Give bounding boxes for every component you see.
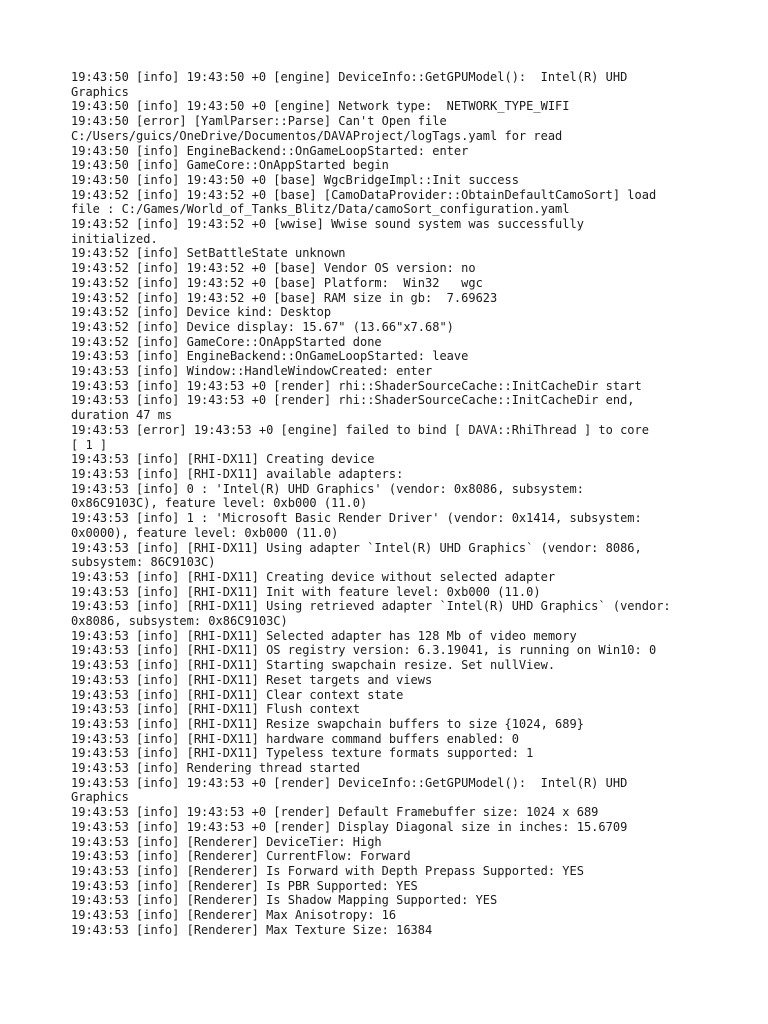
log-line: 19:43:53 [info] [RHI-DX11] OS registry version: 6.3.19041, is running on Win10: 0 bbox=[71, 643, 657, 658]
log-line: 19:43:53 [info] 19:43:53 +0 [render] Default Framebuffer size: 1024 x 689 bbox=[71, 805, 599, 820]
log-line: 19:43:52 [info] GameCore::OnAppStarted done bbox=[71, 334, 382, 349]
log-line: 19:43:53 [info] [RHI-DX11] Clear context state bbox=[71, 687, 404, 702]
log-line: [ 1 ] bbox=[71, 437, 108, 452]
log-line: 19:43:53 [info] [RHI-DX11] Typeless texture formats supported: 1 bbox=[71, 746, 534, 761]
log-line: 19:43:53 [info] Rendering thread started bbox=[71, 761, 360, 776]
log-line: 19:43:53 [info] Window::HandleWindowCreated: enter bbox=[71, 364, 433, 379]
log-line: 19:43:50 [info] 19:43:50 +0 [base] WgcBridgeImpl::Init success bbox=[71, 172, 519, 187]
log-line: 0x8086, subsystem: 0x86C9103C) bbox=[71, 614, 288, 629]
log-line: 19:43:53 [info] [RHI-DX11] Selected adapter has 128 Mb of video memory bbox=[71, 628, 577, 643]
log-line: 19:43:53 [info] [RHI-DX11] Starting swapchain resize. Set nullView. bbox=[71, 658, 556, 673]
log-line: 19:43:53 [info] 19:43:53 +0 [render] DeviceInfo::GetGPUModel(): Intel(R) UHD bbox=[71, 775, 628, 790]
log-line: 19:43:53 [error] 19:43:53 +0 [engine] failed to bind [ DAVA::RhiThread ] to core bbox=[71, 422, 649, 437]
log-line: 19:43:50 [info] EngineBackend::OnGameLoopStarted: enter bbox=[71, 143, 469, 158]
log-line: 19:43:52 [info] 19:43:52 +0 [wwise] Wwise sound system was successfully bbox=[71, 217, 584, 232]
log-line: 19:43:53 [info] [RHI-DX11] Flush context bbox=[71, 702, 360, 717]
log-line: initialized. bbox=[71, 231, 158, 246]
log-line: 19:43:53 [info] [Renderer] Max Anisotropy: 16 bbox=[71, 908, 397, 923]
log-line: 19:43:52 [info] 19:43:52 +0 [base] Vendor OS version: no bbox=[71, 261, 476, 276]
log-line: 19:43:53 [info] [Renderer] Max Texture Size: 16384 bbox=[71, 922, 433, 937]
log-line: 19:43:53 [info] [RHI-DX11] Using retrieved adapter `Intel(R) UHD Graphics` (vendor: bbox=[71, 599, 671, 614]
log-line: Graphics bbox=[71, 790, 129, 805]
log-line: 19:43:53 [info] [Renderer] DeviceTier: High bbox=[71, 834, 382, 849]
log-document bbox=[71, 70, 711, 937]
log-line: 19:43:53 [info] 19:43:53 +0 [render] rhi::ShaderSourceCache::InitCacheDir start bbox=[71, 378, 642, 393]
log-line: 19:43:53 [info] [RHI-DX11] available adapters: bbox=[71, 466, 404, 481]
log-line: 19:43:53 [info] [RHI-DX11] hardware command buffers enabled: 0 bbox=[71, 731, 519, 746]
log-line: 19:43:53 [info] 0 : 'Intel(R) UHD Graphics' (vendor: 0x8086, subsystem: bbox=[71, 481, 584, 496]
log-line: 19:43:53 [info] [RHI-DX11] Resize swapchain buffers to size {1024, 689} bbox=[71, 716, 584, 731]
log-line: 19:43:53 [info] [RHI-DX11] Creating device bbox=[71, 452, 375, 467]
log-line: 19:43:53 [info] [Renderer] Is PBR Supported: YES bbox=[71, 878, 418, 893]
log-line: 19:43:50 [error] [YamlParser::Parse] Can't Open file bbox=[71, 114, 447, 129]
log-line: subsystem: 86C9103C) bbox=[71, 555, 216, 570]
log-line: 0x86C9103C), feature level: 0xb000 (11.0) bbox=[71, 496, 368, 511]
log-line: 19:43:53 [info] [RHI-DX11] Creating device without selected adapter bbox=[71, 569, 556, 584]
log-line: 19:43:53 [info] 19:43:53 +0 [render] Display Diagonal size in inches: 15.6709 bbox=[71, 819, 628, 834]
log-line: 19:43:52 [info] Device kind: Desktop bbox=[71, 305, 332, 320]
log-line: 19:43:52 [info] Device display: 15.67" (13.66"x7.68") bbox=[71, 319, 454, 334]
log-line: 19:43:53 [info] [Renderer] Is Forward with Depth Prepass Supported: YES bbox=[71, 863, 584, 878]
log-line: 19:43:52 [info] 19:43:52 +0 [base] Platform: Win32 wgc bbox=[71, 275, 483, 290]
log-line: 19:43:53 [info] [Renderer] CurrentFlow: Forward bbox=[71, 849, 411, 864]
log-line: duration 47 ms bbox=[71, 408, 173, 423]
log-line: 19:43:50 [info] 19:43:50 +0 [engine] Network type: NETWORK_TYPE_WIFI bbox=[71, 99, 570, 114]
log-line: 19:43:53 [info] 1 : 'Microsoft Basic Render Driver' (vendor: 0x1414, subsystem: bbox=[71, 511, 642, 526]
log-line: 19:43:53 [info] EngineBackend::OnGameLoopStarted: leave bbox=[71, 349, 469, 364]
log-line: 19:43:50 [info] 19:43:50 +0 [engine] DeviceInfo::GetGPUModel(): Intel(R) UHD bbox=[71, 70, 628, 84]
log-line: 19:43:53 [info] [RHI-DX11] Init with feature level: 0xb000 (11.0) bbox=[71, 584, 541, 599]
log-line: file : C:/Games/World_of_Tanks_Blitz/Data/camoSort_configuration.yaml bbox=[71, 202, 570, 217]
log-line: 19:43:53 [info] [RHI-DX11] Reset targets and views bbox=[71, 672, 433, 687]
log-line: 19:43:52 [info] 19:43:52 +0 [base] RAM size in gb: 7.69623 bbox=[71, 290, 498, 305]
log-line: 19:43:53 [info] [RHI-DX11] Using adapter `Intel(R) UHD Graphics` (vendor: 8086, bbox=[71, 540, 642, 555]
log-line: Graphics bbox=[71, 84, 129, 99]
log-line: 19:43:50 [info] GameCore::OnAppStarted begin bbox=[71, 158, 389, 173]
log-line: 19:43:52 [info] 19:43:52 +0 [base] [CamoDataProvider::ObtainDefaultCamoSort] load bbox=[71, 187, 657, 202]
log-line: 0x0000), feature level: 0xb000 (11.0) bbox=[71, 525, 339, 540]
log-line: 19:43:53 [info] 19:43:53 +0 [render] rhi::ShaderSourceCache::InitCacheDir end, bbox=[71, 393, 635, 408]
log-line: 19:43:53 [info] [Renderer] Is Shadow Mapping Supported: YES bbox=[71, 893, 498, 908]
log-line: C:/Users/guics/OneDrive/Documentos/DAVAProject/logTags.yaml for read bbox=[71, 128, 563, 143]
log-line: 19:43:52 [info] SetBattleState unknown bbox=[71, 246, 346, 261]
